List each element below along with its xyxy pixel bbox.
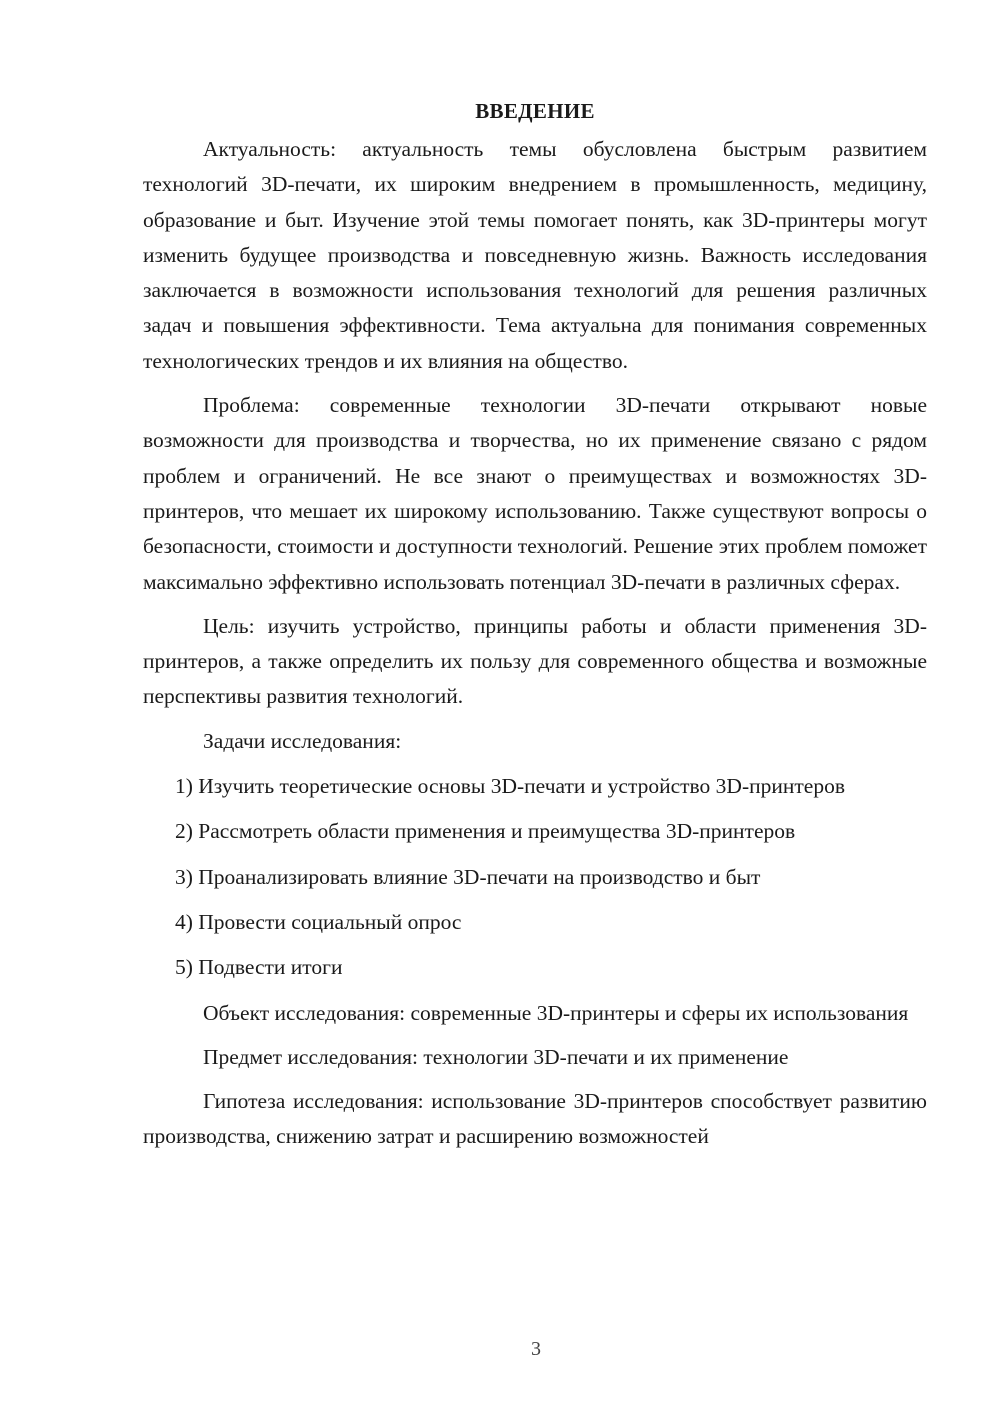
relevance-paragraph: Актуальность: актуальность темы обусловлена быстрым развитием технологий 3D-печати, их широким внедрением в промышленность, медицину, образование и быт. Изучение этой темы помогает понять, как 3D-принтеры могут изменить будущее производства и повседневную жизнь. Важность исследования заключается в возможности использования технологий для решения различных задач и повышения эффективности. Тема актуальна для понимания современных технологических трендов и их влияния на общество. <box>143 137 927 373</box>
task-item-3: 3) Проанализировать влияние 3D-печати на производство и быт <box>175 864 761 889</box>
problem-paragraph: Проблема: современные технологии 3D-печати открывают новые возможности для производства и творчества, но их применение связано с рядом проблем и ограничений. Не все знают о преимуществах и возможностях 3D-принтеров, что мешает их широкому использованию. Также существуют вопросы о безопасности, стоимости и доступности технологий. Решение этих проблем поможет максимально эффективно использовать потенциал 3D-печати в различных сферах. <box>143 393 927 594</box>
hypothesis-paragraph: Гипотеза исследования: использование 3D-принтеров способствует развитию производства, снижению затрат и расширению возможностей <box>143 1089 927 1149</box>
section-heading: ВВЕДЕНИЕ <box>475 99 595 123</box>
tasks-list <box>143 769 927 985</box>
task-item-1: 1) Изучить теоретические основы 3D-печати и устройство 3D-принтеров <box>175 774 845 799</box>
object-paragraph: Объект исследования: современные 3D-принтеры и сферы их использования <box>203 1000 909 1025</box>
task-item-2: 2) Рассмотреть области применения и преимущества 3D-принтеров <box>175 819 796 844</box>
tasks-title: Задачи исследования: <box>203 728 402 753</box>
subject-paragraph: Предмет исследования: технологии 3D-печати и их применение <box>203 1044 789 1069</box>
goal-paragraph: Цель: изучить устройство, принципы работы и области применения 3D-принтеров, а также определить их пользу для современного общества и возможные перспективы развития технологий. <box>143 613 927 709</box>
task-item-5: 5) Подвести итоги <box>175 955 343 980</box>
task-item-4: 4) Провести социальный опрос <box>175 909 462 934</box>
page-number: 3 <box>531 1338 541 1360</box>
page-content <box>143 96 927 1164</box>
